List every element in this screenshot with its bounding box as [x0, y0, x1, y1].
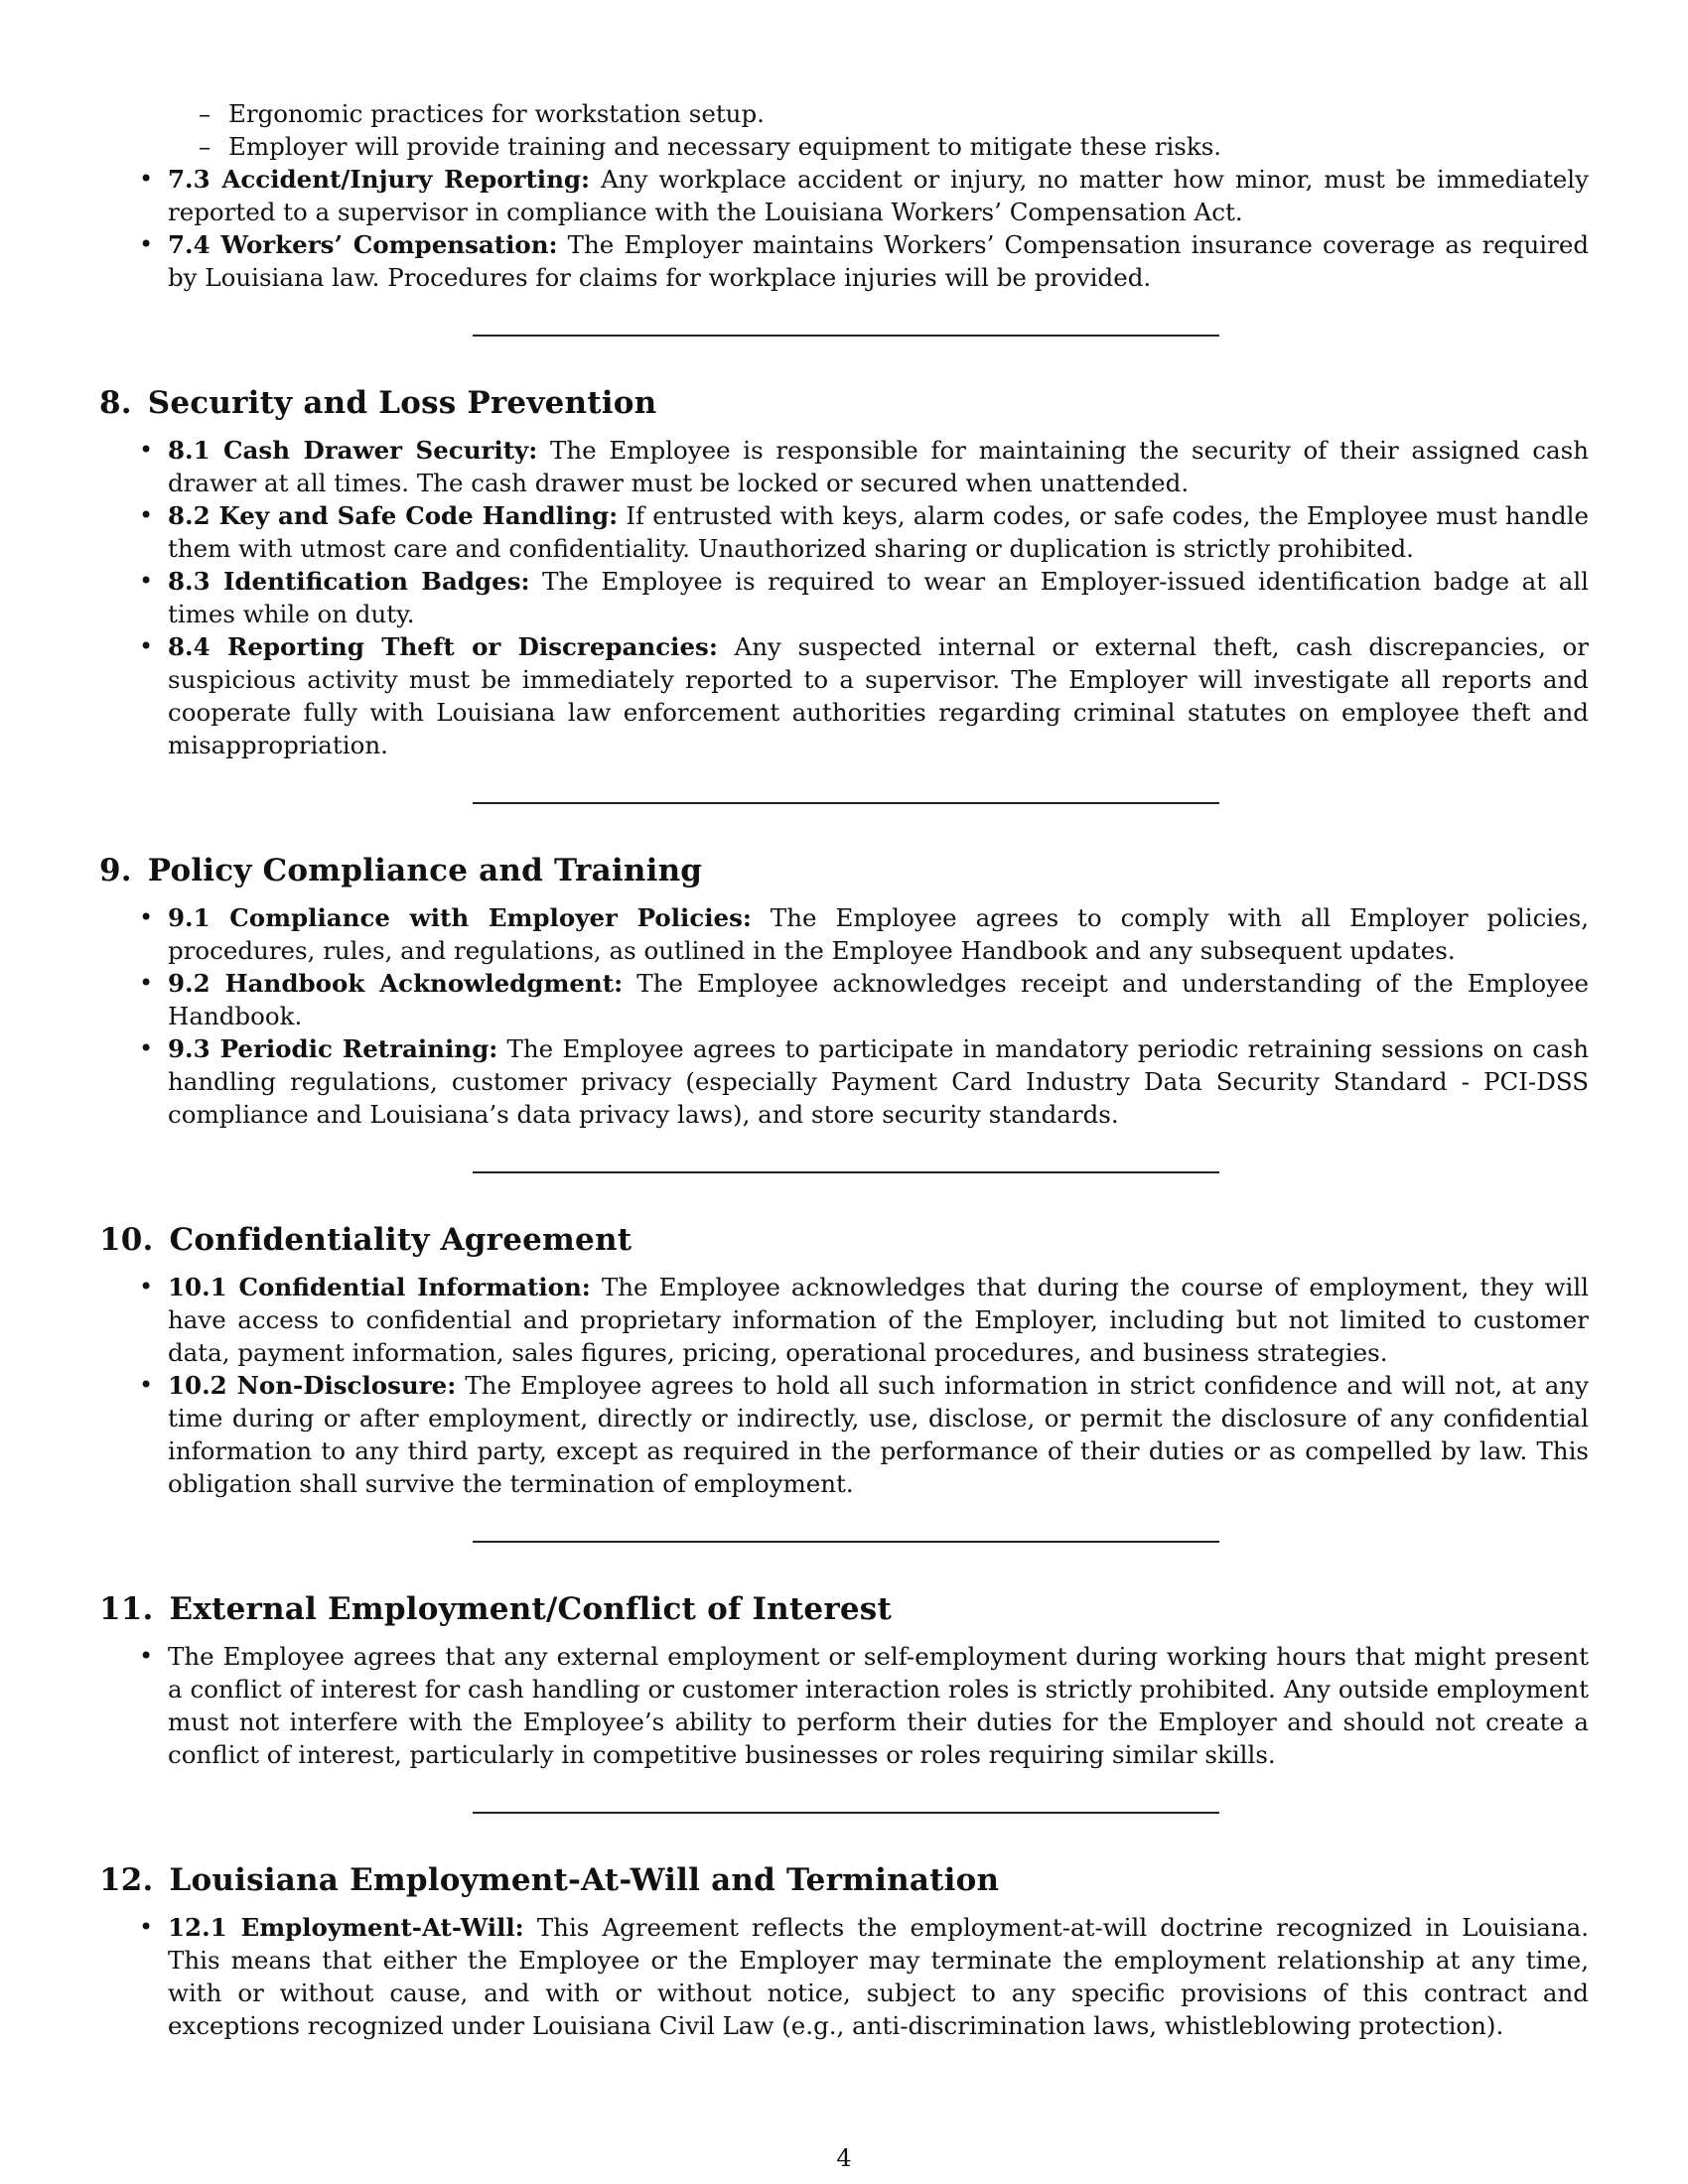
section-9-list: [99, 901, 1589, 1131]
section-number: 10.: [99, 1222, 154, 1258]
list-item: [99, 163, 1589, 228]
item-label: 9.1 Compliance with Employer Policies:: [168, 903, 752, 932]
item-text: Any workplace accident or injury, no matter how minor, must be immediately reported to a supervisor in compliance with the Louisiana Workers’ Compensation Act.: [168, 165, 1589, 226]
list-item: [99, 630, 1589, 761]
item-text: If entrusted with keys, alarm codes, or safe codes, the Employee must handle them with utmost care and confidentiality. Unauthorized sharing or duplication is strictly prohibited.: [168, 501, 1590, 563]
item-text: The Employee acknowledges that during the course of employment, they will have access to confidential and proprietary information of the Employer, including but not limited to customer data, payment information, sales figures, pricing, operational procedures, and business strategies.: [168, 1273, 1589, 1367]
item-text: The Employee agrees to hold all such information in strict confidence and will not, at any time during or after employment, directly or indirectly, use, disclose, or permit the disclosure of any confidential information to any third party, except as required in the performance of their duties or as compelled by law. This obligation shall survive the termination of employment.: [168, 1371, 1590, 1498]
section-heading: [99, 1589, 1589, 1629]
item-label: 8.2 Key and Safe Code Handling:: [168, 501, 619, 530]
bullet-marker: •: [139, 501, 154, 529]
list-item: [99, 1032, 1589, 1131]
section-title: External Employment/Conflict of Interest: [169, 1591, 892, 1627]
item-text: This Agreement reflects the employment-at-will doctrine recognized in Louisiana. This means that either the Employee or the Employer may terminate the employment relationship at any time, with or without cause, and with or without notice, subject to any specific provisions of this contract and exceptions recognized under Louisiana Civil Law (e.g., anti-discrimination laws, whistleblowing protection).: [168, 1913, 1589, 2040]
section-divider: [473, 1812, 1219, 1814]
item-text: The Employee agrees to comply with all Employer policies, procedures, rules, and regulations, as outlined in the Employee Handbook and any subsequent updates.: [168, 903, 1589, 965]
list-item: [99, 901, 1589, 967]
list-item: [99, 1640, 1589, 1771]
bullet-marker: •: [139, 903, 154, 931]
dash-marker: –: [199, 99, 211, 128]
section-number: 9.: [99, 853, 132, 888]
bullet-marker: •: [139, 632, 154, 660]
list-item: [99, 1271, 1589, 1369]
item-label: 10.1 Confidential Information:: [168, 1273, 591, 1301]
section-11-list: [99, 1640, 1589, 1771]
page-content: [99, 97, 1589, 2042]
bullet-marker: •: [139, 969, 154, 997]
section-heading: [99, 1220, 1589, 1260]
item-label: 8.3 Identification Badges:: [168, 567, 530, 596]
bullet-marker: •: [139, 1642, 154, 1670]
item-text: The Employee acknowledges receipt and understanding of the Employee Handbook.: [168, 969, 1589, 1030]
item-label: 12.1 Employment-At-Will:: [168, 1913, 524, 1942]
item-label: 7.3 Accident/Injury Reporting:: [168, 165, 591, 194]
bullet-marker: •: [139, 1371, 154, 1399]
section-divider: [473, 802, 1219, 804]
bullet-marker: •: [139, 567, 154, 595]
bullet-marker: •: [139, 165, 154, 193]
dash-marker: –: [199, 132, 211, 161]
sub-list: [99, 97, 1589, 163]
section-heading: [99, 851, 1589, 890]
item-text: The Employee is responsible for maintaining the security of their assigned cash drawer at all times. The cash drawer must be locked or secured when unattended.: [168, 436, 1589, 497]
list-item: [99, 228, 1589, 294]
list-item: [99, 1911, 1589, 2042]
section-divider: [473, 335, 1219, 337]
list-item: [99, 499, 1589, 565]
section-heading: [99, 383, 1589, 423]
item-label: 7.4 Workers’ Compensation:: [168, 230, 558, 259]
bullet-marker: •: [139, 1913, 154, 1941]
section-number: 12.: [99, 1862, 154, 1898]
bullet-marker: •: [139, 1034, 154, 1062]
item-text: Any suspected internal or external theft, cash discrepancies, or suspicious activity must be immediately reported to a supervisor. The Employer will investigate all reports and cooperate fully with Louisiana law enforcement authorities regarding criminal statutes on employee theft and misappropriation.: [168, 632, 1590, 759]
sub-list-item: [99, 130, 1589, 163]
item-label: 10.2 Non-Disclosure:: [168, 1371, 457, 1400]
section-divider: [473, 1541, 1219, 1543]
bullet-marker: •: [139, 230, 154, 258]
section-10-list: [99, 1271, 1589, 1500]
list-item: [99, 565, 1589, 630]
page-number: 4: [836, 2144, 852, 2172]
item-label: 9.3 Periodic Retraining:: [168, 1034, 498, 1063]
item-text: The Employer maintains Workers’ Compensation insurance coverage as required by Louisiana law. Procedures for claims for workplace injuries will be provided.: [168, 230, 1589, 292]
section-title: Security and Loss Prevention: [147, 385, 657, 421]
section-divider: [473, 1171, 1219, 1173]
bullet-marker: •: [139, 436, 154, 464]
item-text: The Employee is required to wear an Employer-issued identification badge at all times while on duty.: [168, 567, 1589, 628]
sub-list-text: Employer will provide training and necessary equipment to mitigate these risks.: [228, 132, 1222, 161]
section-title: Confidentiality Agreement: [169, 1222, 633, 1258]
item-text: The Employee agrees that any external employment or self-employment during working hours that might present a conflict of interest for cash handling or customer interaction roles is strictly prohibited. Any outside employment must not interfere with the Employee’s ability to perform their duties for the Employer and should not create a conflict of interest, particularly in competitive businesses or roles requiring similar skills.: [168, 1642, 1589, 1769]
section-7-list: [99, 163, 1589, 294]
item-text: The Employee agrees to participate in mandatory periodic retraining sessions on cash handling regulations, customer privacy (especially Payment Card Industry Data Security Standard - PCI-DSS compliance and Louisiana’s data privacy laws), and store security standards.: [168, 1034, 1589, 1129]
section-number: 11.: [99, 1591, 154, 1627]
section-title: Louisiana Employment-At-Will and Termination: [169, 1862, 1000, 1898]
section-number: 8.: [99, 385, 132, 421]
item-label: 8.1 Cash Drawer Security:: [168, 436, 538, 465]
section-12-list: [99, 1911, 1589, 2042]
list-item: [99, 967, 1589, 1032]
list-item: [99, 434, 1589, 499]
sub-list-item: [99, 97, 1589, 130]
section-title: Policy Compliance and Training: [147, 853, 703, 888]
section-heading: [99, 1860, 1589, 1900]
list-item: [99, 1369, 1589, 1500]
item-label: 8.4 Reporting Theft or Discrepancies:: [168, 632, 718, 661]
bullet-marker: •: [139, 1273, 154, 1300]
item-label: 9.2 Handbook Acknowledgment:: [168, 969, 624, 998]
section-8-list: [99, 434, 1589, 761]
sub-list-text: Ergonomic practices for workstation setup.: [228, 99, 765, 128]
